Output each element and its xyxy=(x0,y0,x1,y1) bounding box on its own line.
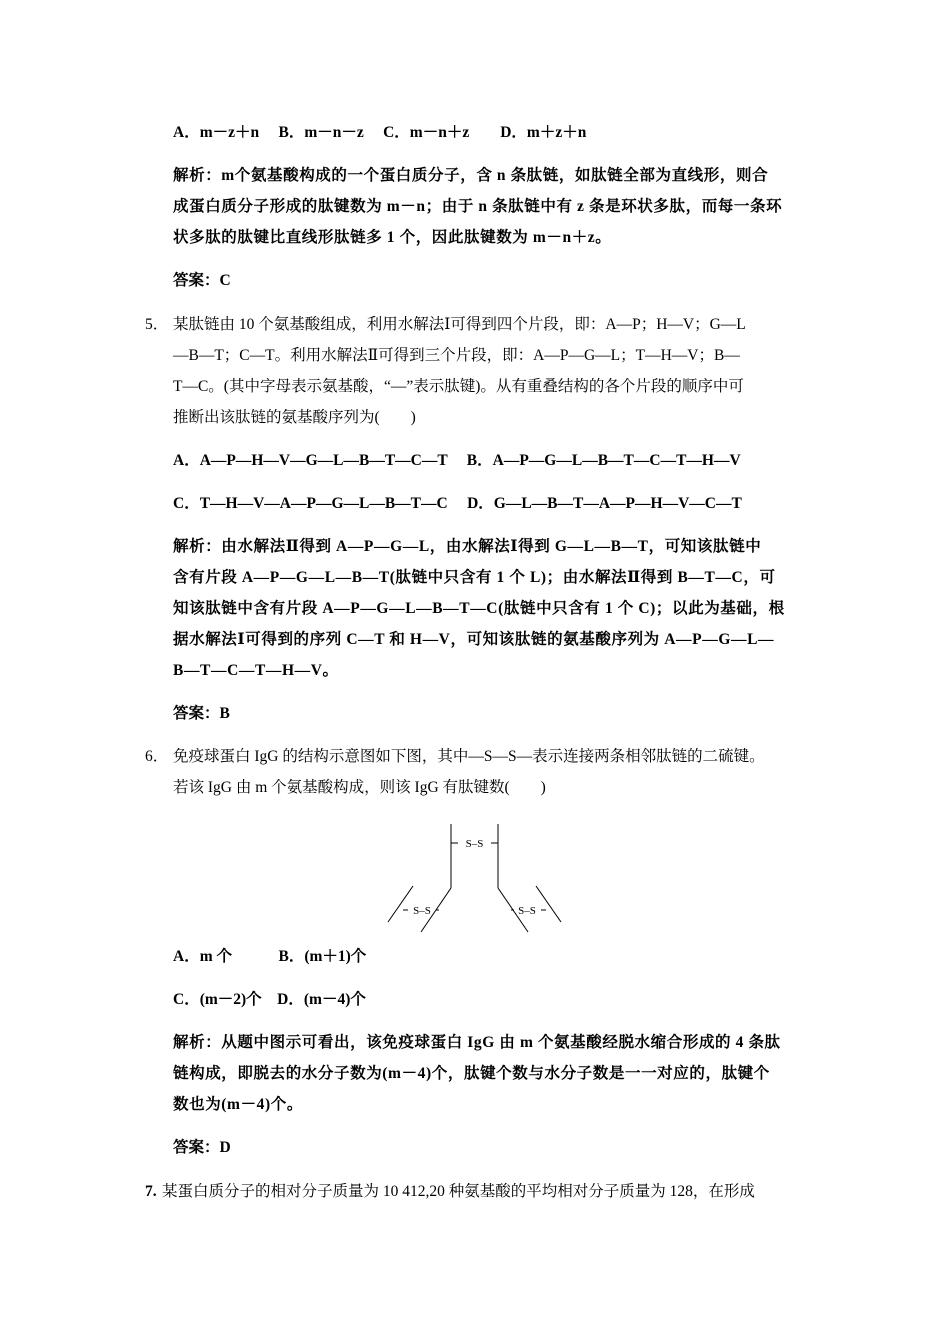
q5-options-cd: C．T—H—V—A—P—G—L—B—T—C D．G—L—B—T—A—P—H—V—C—T xyxy=(173,495,742,512)
q5-explanation-line-2: 含有片段 A—P—G—L—B—T(肽链中只含有 1 个 L)；由水解法Ⅱ得到 B—T—C，可 xyxy=(173,569,776,586)
q5-stem-line-1: 某肽链由 10 个氨基酸组成，利用水解法Ⅰ可得到四个片段，即：A—P；H—V；G—L xyxy=(173,316,746,333)
light-chain-left xyxy=(388,886,413,922)
q6-explanation-line-3: 数也为(m－4)个。 xyxy=(173,1096,303,1113)
light-chain-right xyxy=(536,886,561,922)
q5-options-ab: A．A—P—H—V—G—L—B—T—C—T B．A—P—G—L—B—T—C—T—H—V xyxy=(173,452,741,469)
q4-explanation-line-2: 成蛋白质分子形成的肽键数为 m－n；由于 n 条肽链中有 z 条是环状多肽，而每一条环 xyxy=(173,198,783,215)
q5-answer: 答案：B xyxy=(173,705,230,722)
q6-number: 6． xyxy=(145,748,169,765)
disulfide-bond-top: S–S xyxy=(465,838,484,850)
disulfide-bond-right: S–S xyxy=(518,905,536,917)
q4-options: A．m－z＋n B．m－n－z C．m－n＋z D．m＋z＋n xyxy=(173,124,587,141)
igg-structure-diagram xyxy=(380,820,570,935)
q5-explanation-line-5: B—T—C—T—H—V。 xyxy=(173,662,339,679)
q6-options-cd: C．(m－2)个 D．(m－4)个 xyxy=(173,991,366,1008)
q4-explanation-line-3: 状多肽的肽键比直线形肽链多 1 个，因此肽键数为 m－n＋z。 xyxy=(173,229,612,246)
q6-answer: 答案：D xyxy=(173,1139,231,1156)
q7-stem-line-1: 某蛋白质分子的相对分子质量为 10 412,20 种氨基酸的平均相对分子质量为 128，在形成 xyxy=(162,1183,755,1200)
q5-stem-line-2: —B—T；C—T。利用水解法Ⅱ可得到三个片段，即：A—P—G—L；T—H—V；B— xyxy=(173,347,740,364)
q6-options-ab: A．m 个 B．(m＋1)个 xyxy=(173,948,367,965)
q7-number: 7. xyxy=(145,1183,157,1200)
q5-explanation-line-4: 据水解法Ⅰ可得到的序列 C—T 和 H—V，可知该肽链的氨基酸序列为 A—P—G—L— xyxy=(173,631,775,648)
disulfide-bond-left: S–S xyxy=(413,905,431,917)
q6-explanation-line-2: 链构成，即脱去的水分子数为(m－4)个，肽键个数与水分子数是一一对应的，肽键个 xyxy=(173,1065,770,1082)
q5-explanation-line-1: 解析：由水解法Ⅱ得到 A—P—G—L，由水解法Ⅰ得到 G—L—B—T，可知该肽链中 xyxy=(173,538,762,555)
q5-stem-line-3: T—C。(其中字母表示氨基酸，“—”表示肽键)。从有重叠结构的各个片段的顺序中可 xyxy=(173,378,744,395)
q4-answer: 答案：C xyxy=(173,272,231,289)
q5-explanation-line-3: 知该肽链中含有片段 A—P—G—L—B—T—C(肽链中只含有 1 个 C)；以此为基础，根 xyxy=(173,600,785,617)
q4-explanation-line-1: 解析：m个氨基酸构成的一个蛋白质分子，含 n 条肽链，如肽链全部为直线形，则合 xyxy=(173,167,769,184)
q5-number: 5． xyxy=(145,316,169,333)
q6-stem-line-1: 免疫球蛋白 IgG 的结构示意图如下图，其中—S—S—表示连接两条相邻肽链的二硫键。 xyxy=(173,748,765,765)
q5-stem-line-4: 推断出该肽链的氨基酸序列为( ) xyxy=(173,409,416,426)
q6-stem-line-2: 若该 IgG 由 m 个氨基酸构成，则该 IgG 有肽键数( ) xyxy=(173,779,546,796)
q6-explanation-line-1: 解析：从题中图示可看出，该免疫球蛋白 IgG 由 m 个氨基酸经脱水缩合形成的 4 条肽 xyxy=(173,1034,781,1051)
